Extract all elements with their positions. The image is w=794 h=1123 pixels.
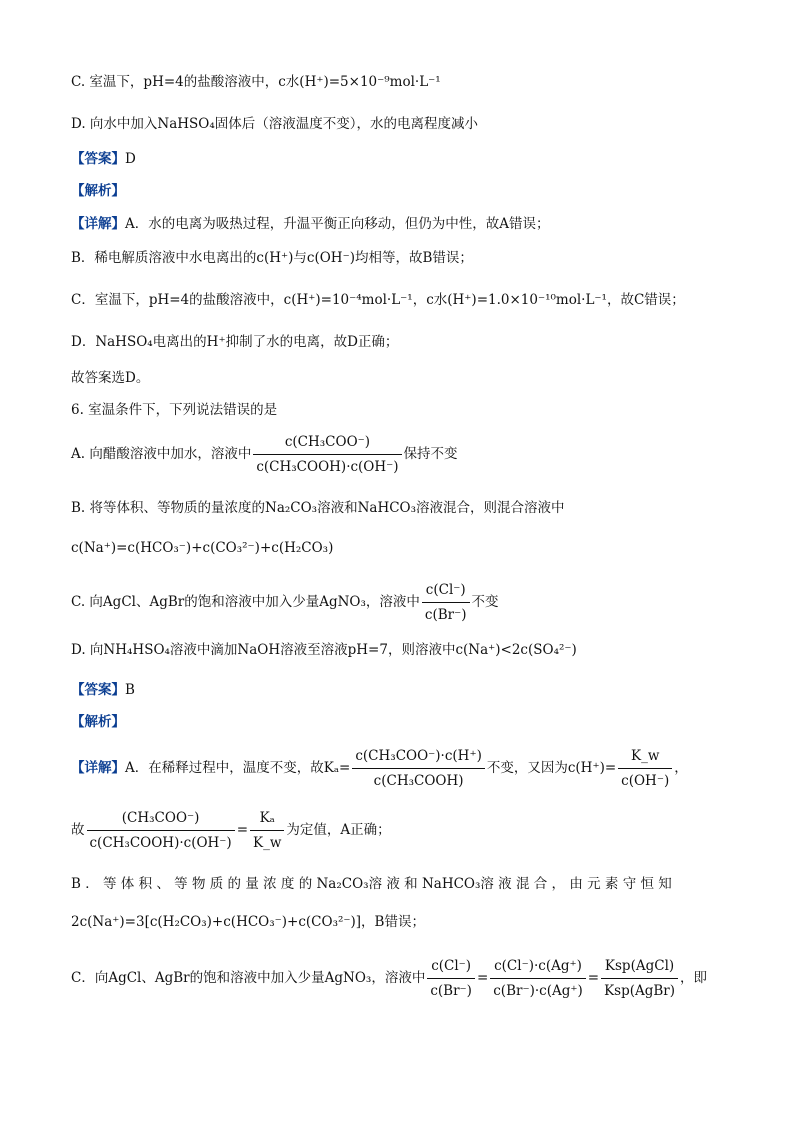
detail-a-prev: 【详解】A．水的电离为吸热过程，升温平衡正向移动，但仍为中性，故A错误； xyxy=(71,216,550,232)
fraction: $\frac{c(Cl^-)}{c(Br^-)}$ xyxy=(427,956,475,1001)
conclusion-prev: 故答案选D。 xyxy=(71,370,150,386)
question-6-title: 6. 室温条件下，下列说法错误的是 xyxy=(71,402,278,418)
option-c-prev: C. 室温下，pH=4的盐酸溶液中，c水(H⁺)=5×10⁻⁹mol·L⁻¹ xyxy=(71,74,441,90)
analysis-label: 【解析】 xyxy=(71,714,125,730)
fraction: $\frac{c(Cl^-)\cdot c(Ag^+)}{c(Br^-)\cdot c(Ag^+)}$ xyxy=(490,956,586,1001)
detail-b-prev: B．稀电解质溶液中水电离出的c(H⁺)与c(OH⁻)均相等，故B错误； xyxy=(71,250,473,266)
fraction: $\frac{\text{(CH₃COO⁻)}}{\text{c(CH₃COOH)·c(OH⁻)}}$ xyxy=(87,808,235,853)
detail-c: C．向AgCl、AgBr的饱和溶液中加入少量AgNO₃，溶液中 $\frac{c(Cl^-)}{c(Br^-)}$ = $\frac{c(Cl^-)\cdot c(Ag^+)}{c(Br^-)\cdot c(Ag^+)}$ = $\frac{\text{Ksp(AgCl)}}{\text{Ksp(AgBr)}}$ ，即 xyxy=(71,958,708,999)
question-6-option-b: B. 将等体积、等物质的量浓度的Na₂CO₃溶液和NaHCO₃溶液混合，则混合溶液中 xyxy=(71,500,565,516)
fraction: $\frac{\text{Kₐ}}{K\_w}$ xyxy=(250,808,284,853)
fraction: $\frac{\text{c(CH₃COO⁻)·c(H⁺)}}{\text{c(CH₃COOH)}}$ xyxy=(352,746,484,791)
analysis-label-prev: 【解析】 xyxy=(71,183,125,199)
detail-c-prev: C．室温下，pH=4的盐酸溶液中，c(H⁺)=10⁻⁴mol·L⁻¹，c水(H⁺)=1.0×10⁻¹⁰mol·L⁻¹，故C错误； xyxy=(71,292,685,308)
option-d-prev: D. 向水中加入NaHSO₄固体后（溶液温度不变），水的电离程度减小 xyxy=(71,116,479,132)
answer-label: 【答案】B xyxy=(71,682,135,698)
detail-b: B ． 等 体 积 、 等 物 质 的 量 浓 度 的 Na₂CO₃溶 液 和 NaHCO₃溶 液 混 合 ， 由 元 素 守 恒 知 xyxy=(71,876,672,892)
question-6-option-a: A. 向醋酸溶液中加水，溶液中 $\frac{\text{c(CH₃COO⁻)}}{\text{c(CH₃COOH)·c(OH⁻)}}$ 保持不变 xyxy=(71,434,458,475)
fraction: $\frac{\text{Ksp(AgCl)}}{\text{Ksp(AgBr)}}$ xyxy=(601,956,678,1001)
detail-b-formula: 2c(Na⁺)=3[c(H₂CO₃)+c(HCO₃⁻)+c(CO₃²⁻)]，B错误； xyxy=(71,914,425,930)
fraction: $\frac{c(Cl^-)}{c(Br^-)}$ xyxy=(422,580,470,625)
question-6-option-b-formula: c(Na⁺)=c(HCO₃⁻)+c(CO₃²⁻)+c(H₂CO₃) xyxy=(71,540,334,556)
detail-a-conclusion: 故 $\frac{\text{(CH₃COO⁻)}}{\text{c(CH₃COOH)·c(OH⁻)}}$ = $\frac{\text{Kₐ}}{K\_w}$ 为定值，A正确； xyxy=(71,810,391,851)
question-6-option-d: D. 向NH₄HSO₄溶液中滴加NaOH溶液至溶液pH=7，则溶液中c(Na⁺)<2c(SO₄²⁻) xyxy=(71,642,577,658)
fraction: $\frac{\text{c(CH₃COO⁻)}}{\text{c(CH₃COOH)·c(OH⁻)}}$ xyxy=(253,432,401,477)
fraction: $\frac{K\_w}{c(OH^-)}$ xyxy=(618,746,672,791)
detail-d-prev: D．NaHSO₄电离出的H⁺抑制了水的电离，故D正确； xyxy=(71,334,399,350)
question-6-option-c: C. 向AgCl、AgBr的饱和溶液中加入少量AgNO₃，溶液中 $\frac{c(Cl^-)}{c(Br^-)}$ 不变 xyxy=(71,582,499,623)
answer-label-prev: 【答案】D xyxy=(71,151,136,167)
detail-a: 【详解】A．在稀释过程中，温度不变，故Kₐ= $\frac{\text{c(CH₃COO⁻)·c(H⁺)}}{\text{c(CH₃COOH)}}$ 不变，又因为c(H⁺)= $\frac{K\_w}{c(OH^-)}$ ， xyxy=(71,748,688,789)
